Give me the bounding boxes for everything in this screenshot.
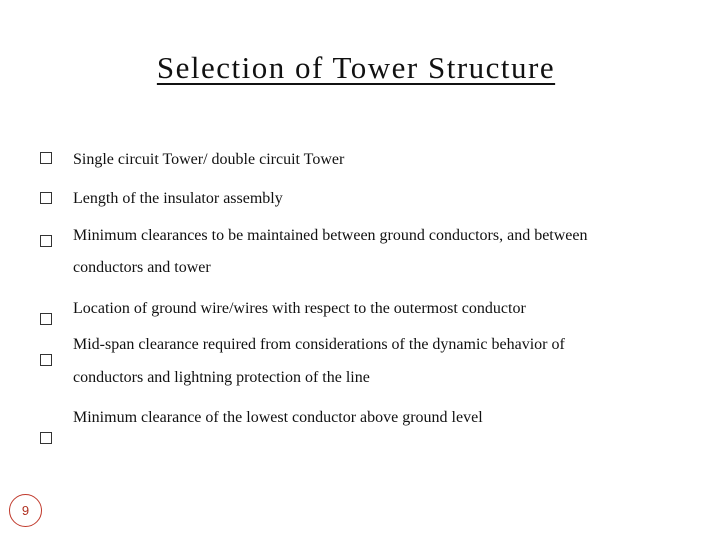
- square-bullet-icon: [40, 235, 52, 247]
- slide-title: Selection of Tower Structure: [156, 50, 556, 85]
- square-bullet-icon: [40, 354, 52, 366]
- bullet-text: Location of ground wire/wires with respect to the outermost conductor: [73, 300, 526, 317]
- page-number-badge: 9: [9, 494, 42, 527]
- square-bullet-icon: [40, 192, 52, 204]
- square-bullet-icon: [40, 152, 52, 164]
- bullet-text: Length of the insulator assembly: [73, 190, 283, 207]
- bullet-text-continuation: conductors and tower: [73, 259, 211, 276]
- square-bullet-icon: [40, 313, 52, 325]
- bullet-text-continuation: conductors and lightning protection of the line: [73, 369, 370, 386]
- square-bullet-icon: [40, 432, 52, 444]
- bullet-text: Minimum clearances to be maintained between ground conductors, and between: [73, 227, 588, 244]
- bullet-text: Mid-span clearance required from considerations of the dynamic behavior of: [73, 336, 565, 353]
- bullet-text: Minimum clearance of the lowest conductor above ground level: [73, 409, 483, 426]
- bullet-text: Single circuit Tower/ double circuit Tower: [73, 151, 345, 168]
